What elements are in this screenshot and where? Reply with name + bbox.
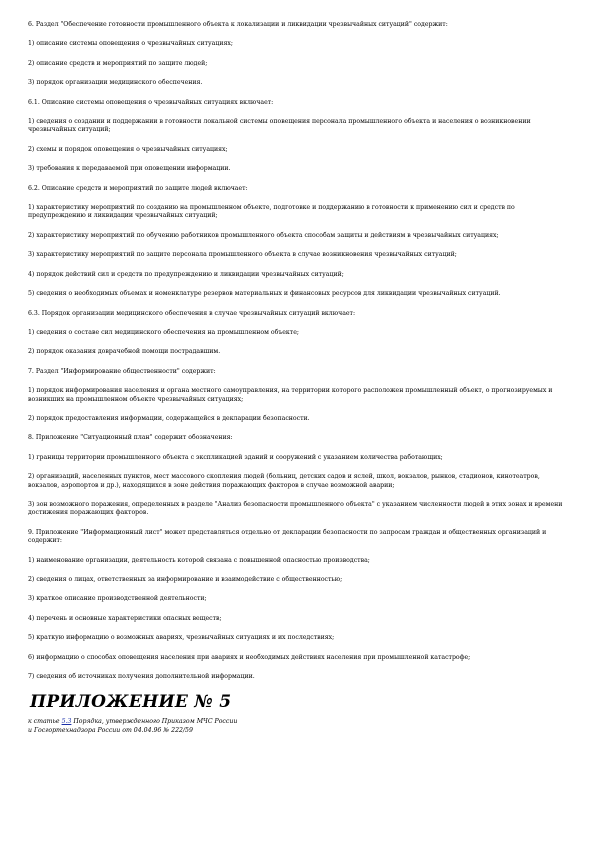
paragraph: 2) организаций, населенных пунктов, мест массового скопления людей (больниц, детских садов и яслей, школ, вокзалов, рынков, стадионов, кинотеатров, вокзалов, аэропортов и др.), находящихся в зоне действия поражающих факторов в случае возможной аварии;	[28, 473, 540, 489]
appendix-reference-prefix: к статье	[28, 718, 62, 726]
paragraph: 2) характеристику мероприятий по обучению работников промышленного объекта способам защиты и действиям в чрезвычайных ситуациях;	[28, 231, 499, 239]
paragraph: 3) порядок организации медицинского обеспечения.	[28, 79, 203, 87]
paragraph: 9. Приложение "Информационный лист" может представляться отдельно от декларации безопасности по запросам граждан и общественных организаций и содержит:	[28, 528, 547, 545]
paragraph: 6.2. Описание средств и мероприятий по защите людей включает:	[28, 184, 248, 192]
paragraph: 3) зон возможного поражения, определенных в разделе "Анализ безопасности промышленного объекта" с указанием численности людей в этих зонах и времени достижения поражающих факторов.	[28, 500, 563, 517]
paragraph: 7. Раздел "Информирование общественности" содержит:	[28, 367, 216, 375]
document-body	[28, 21, 568, 736]
article-link[interactable]: 5.3	[61, 718, 72, 726]
paragraph: 1) описание системы оповещения о чрезвычайных ситуациях;	[28, 40, 233, 48]
paragraph: 1) границы территории промышленного объекта с экспликацией зданий и сооружений с указанием количества работающих;	[28, 453, 443, 461]
paragraph: 2) описание средств и мероприятий по защите людей;	[28, 59, 208, 67]
paragraph: 2) сведения о лицах, ответственных за информирование и взаимодействие с общественностью;	[28, 576, 343, 583]
paragraph: 6) информацию о способах оповещения населения при авариях и необходимых действиях населения при промышленной катастрофе;	[28, 653, 471, 661]
paragraph: 2) порядок оказания доврачебной помощи пострадавшим.	[28, 348, 221, 356]
appendix-title: ПРИЛОЖЕНИЕ № 5	[30, 692, 232, 713]
paragraph: 3) краткое описание производственной деятельности;	[28, 595, 207, 603]
appendix-reference-suffix: Порядка, утвержденного Приказом МЧС России	[71, 718, 238, 726]
appendix-reference-line-2: и Госгортехнадзора России от 04.04.96 № 222/59	[28, 727, 193, 735]
paragraph: 1) сведения о составе сил медицинского обеспечения на промышленном объекте;	[28, 328, 299, 336]
paragraph: 4) перечень и основные характеристики опасных веществ;	[28, 614, 222, 622]
paragraph: 1) характеристику мероприятий по созданию на промышленном объекте, подготовке и поддержанию в готовности к применению сил и средств по предупреждению и ликвидации чрезвычайных ситуаций;	[28, 204, 515, 220]
paragraph: 8. Приложение "Ситуационный план" содержит обозначения:	[28, 434, 233, 442]
paragraph: 6.1. Описание системы оповещения о чрезвычайных ситуациях включает:	[28, 98, 274, 106]
paragraph: 3) требования к передаваемой при оповещении информации.	[28, 165, 231, 173]
paragraph: 4) порядок действий сил и средств по предупреждению и ликвидации чрезвычайных ситуаций;	[28, 270, 344, 278]
paragraph: 1) сведения о создании и поддержании в готовности локальной системы оповещения персонала промышленного объекта и населения о возникновении чрезвычайных ситуаций;	[28, 118, 531, 134]
paragraph: 6.3. Порядок организации медицинского обеспечения в случае чрезвычайных ситуаций включает:	[28, 309, 356, 317]
paragraph: 3) характеристику мероприятий по защите персонала промышленного объекта в случае возникновения чрезвычайных ситуаций;	[28, 251, 457, 259]
paragraph: 2) порядок предоставления информации, содержащейся в декларации безопасности.	[28, 414, 310, 422]
paragraph: 1) наименование организации, деятельность которой связана с повышенной опасностью производства;	[28, 556, 370, 564]
paragraph: 2) схемы и порядок оповещения о чрезвычайных ситуациях;	[28, 145, 228, 153]
appendix-reference-line	[28, 718, 568, 727]
paragraph: 5) краткую информацию о возможных авариях, чрезвычайных ситуациях и их последствиях;	[28, 634, 335, 642]
paragraph: 7) сведения об источниках получения дополнительной информации.	[28, 673, 255, 681]
paragraph: 1) порядок информирования населения и органа местного самоуправления, на территории которого расположен промышленный объект, о прогнозируемых и возникших на промышленном объекте чрезвычайных ситуациях;	[28, 387, 553, 403]
paragraph: 6. Раздел "Обеспечение готовности промышленного объекта к локализации и ликвидации чрезвычайных ситуаций" содержит:	[28, 21, 448, 28]
paragraph: 5) сведения о необходимых объемах и номенклатуре резервов материальных и финансовых ресурсов для ликвидации чрезвычайных ситуаций.	[28, 290, 501, 298]
